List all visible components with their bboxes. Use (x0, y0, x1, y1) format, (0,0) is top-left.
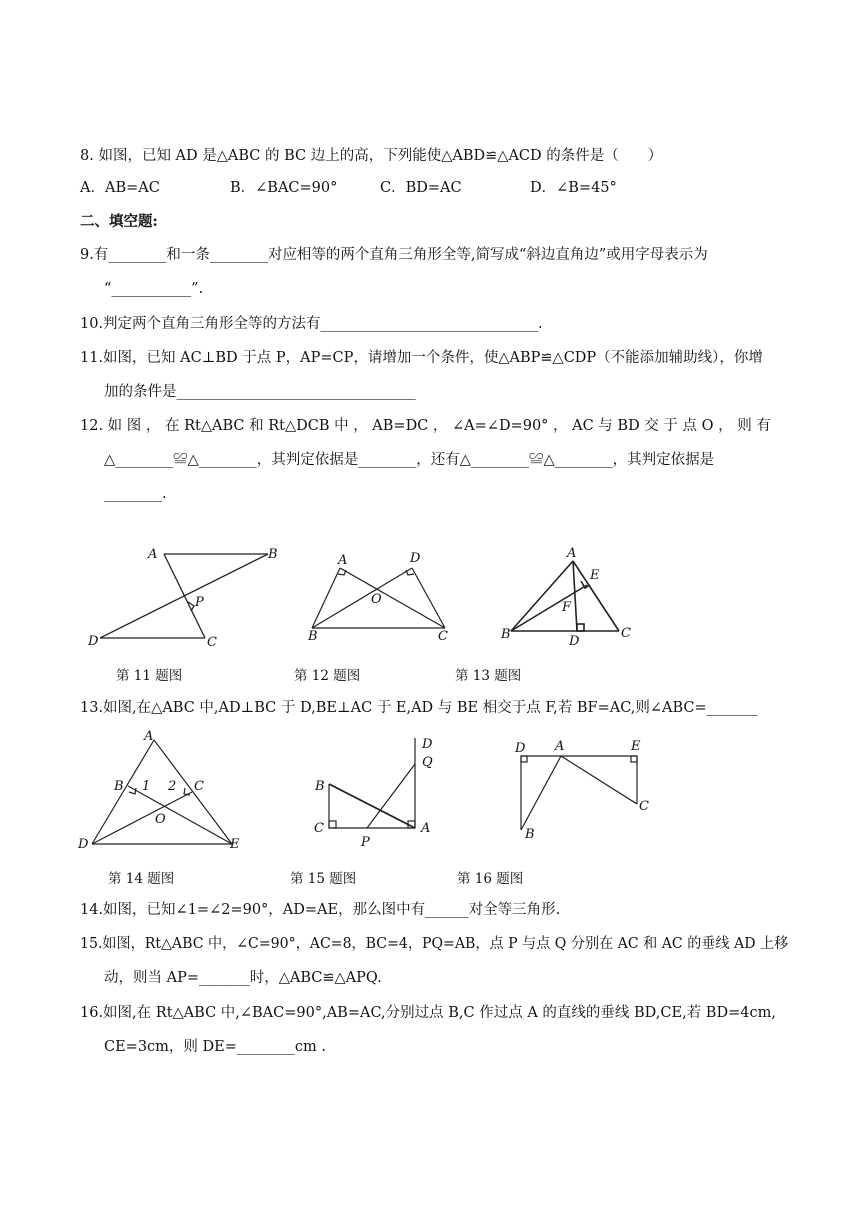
fig12-label-o: O (371, 592, 382, 607)
q8-option-a: A．AB=AC (80, 180, 160, 196)
fig11-label-b: B (268, 547, 278, 562)
fig11-label-a: A (148, 547, 158, 562)
fig15-label-b: B (315, 779, 325, 794)
q10-text: 10.判定两个直角三角形全等的方法有______________________________. (80, 316, 543, 332)
figure-12 (300, 550, 460, 644)
section-title: 二、填空题: (80, 213, 158, 230)
fig13-label-f: F (562, 600, 572, 615)
fig14-label-1: 1 (142, 779, 151, 794)
q11-line2: 加的条件是_________________________________ (104, 384, 416, 400)
figure-13 (495, 545, 645, 650)
figure-11 (80, 540, 300, 655)
fig15-label-d: D (422, 737, 433, 752)
figure-16 (505, 730, 665, 845)
q11-line1: 11.如图，已知 AC⊥BD 于点 P，AP=CP，请增加一个条件，使△ABP≌△CDP（不能添加辅助线），你增 (80, 350, 763, 366)
fig13-label-c: C (621, 626, 631, 641)
fig13-label-d: D (569, 634, 580, 649)
fig16-label-c: C (639, 799, 649, 814)
q12-line2: △________≌△________，其判定依据是________，还有△________≌△________，其判定依据是 (104, 452, 715, 468)
q9-line1: 9.有________和一条________对应相等的两个直角三角形全等,简写成“斜边直角边”或用字母表示为 (80, 247, 708, 263)
fig16-label-a: A (555, 739, 565, 754)
caption-fig12: 第 12 题图 (294, 668, 361, 684)
q8-stem: 8. 如图，已知 AD 是△ABC 的 BC 边上的高，下列能使△ABD≌△ACD 的条件是（ ） (80, 148, 663, 164)
fig11-label-c: C (207, 635, 217, 650)
fig11-label-d: D (88, 634, 99, 649)
q8-option-c: C．BD=AC (380, 180, 462, 196)
fig12-label-c: C (438, 629, 448, 644)
fig16-label-d: D (515, 741, 526, 756)
fig13-label-e: E (590, 568, 600, 583)
caption-fig14: 第 14 题图 (108, 871, 175, 887)
caption-fig13: 第 13 题图 (455, 668, 522, 684)
figure-14 (72, 728, 252, 853)
q16-line1: 16.如图,在 Rt△ABC 中,∠BAC=90°,AB=AC,分别过点 B,C 作过点 A 的直线的垂线 BD,CE,若 BD=4cm, (80, 1005, 776, 1021)
q8-option-b: B．∠BAC=90° (230, 180, 338, 196)
fig16-label-e: E (631, 739, 641, 754)
caption-fig11: 第 11 题图 (116, 668, 183, 684)
fig15-label-q: Q (422, 755, 433, 770)
fig12-label-d: D (410, 551, 421, 566)
fig14-label-c: C (194, 779, 204, 794)
q15-line1: 15.如图，Rt△ABC 中，∠C=90°，AC=8，BC=4，PQ=AB，点 P 与点 Q 分别在 AC 和 AC 的垂线 AD 上移 (80, 936, 789, 952)
fig16-label-b: B (525, 827, 535, 842)
fig15-label-a: A (421, 821, 431, 836)
fig14-label-2: 2 (168, 779, 177, 794)
fig12-label-a: A (338, 553, 348, 568)
q8-option-d: D．∠B=45° (530, 180, 617, 196)
fig15-label-c: C (314, 821, 324, 836)
fig14-label-a: A (144, 729, 154, 744)
figure-15 (305, 728, 445, 853)
fig14-label-e: E (230, 837, 240, 852)
q16-line2: CE=3cm，则 DE=________cm . (104, 1039, 326, 1055)
q12-line1: 12. 如 图 ， 在 Rt△ABC 和 Rt△DCB 中 ， AB=DC ， ∠A=∠D=90° ， AC 与 BD 交 于 点 O ， 则 有 (80, 418, 771, 434)
q12-line3: ________. (104, 486, 167, 502)
fig14-label-d: D (78, 837, 89, 852)
fig14-label-o: O (155, 812, 166, 827)
fig13-label-a: A (567, 546, 577, 561)
q9-line2: “___________”. (104, 281, 204, 297)
q15-line2: 动，则当 AP=_______时，△ABC≌△APQ. (104, 970, 382, 986)
caption-fig16: 第 16 题图 (457, 871, 524, 887)
caption-fig15: 第 15 题图 (290, 871, 357, 887)
fig13-label-b: B (501, 627, 511, 642)
fig14-label-b: B (114, 779, 124, 794)
fig12-label-b: B (308, 629, 318, 644)
fig11-label-p: P (195, 595, 204, 610)
fig15-label-p: P (361, 835, 370, 850)
q14-text: 14.如图，已知∠1=∠2=90°，AD=AE，那么图中有______对全等三角形. (80, 902, 561, 918)
q13-text: 13.如图,在△ABC 中,AD⊥BC 于 D,BE⊥AC 于 E,AD 与 BE 相交于点 F,若 BF=AC,则∠ABC=_______ (80, 700, 758, 716)
